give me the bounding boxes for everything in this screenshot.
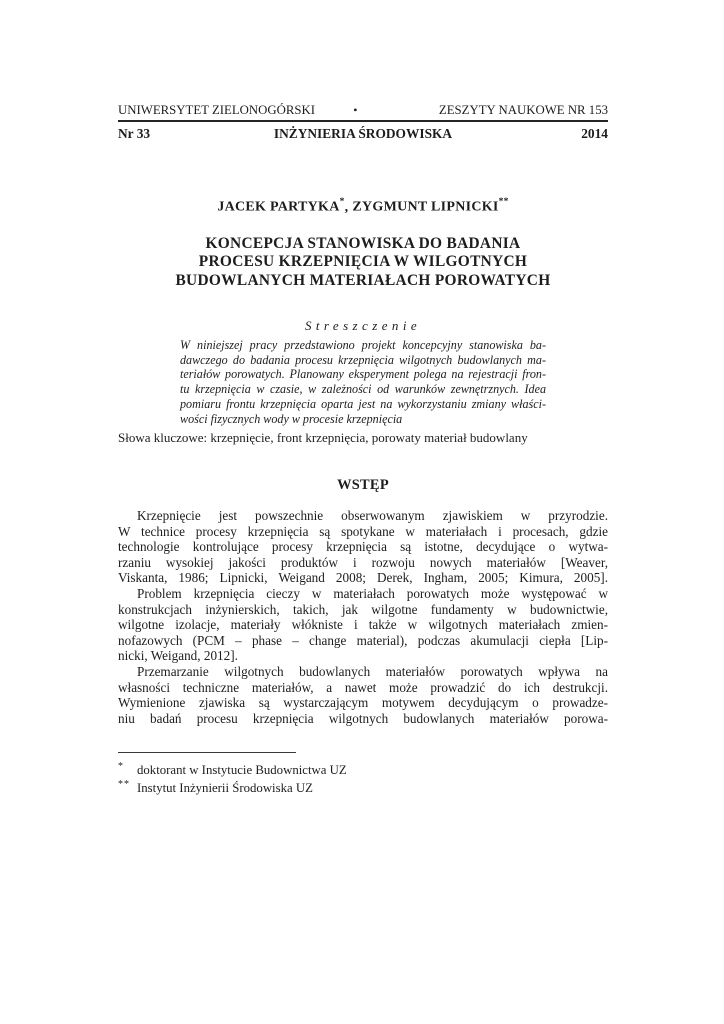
abstract-line: pomiaru frontu krzepnięcia oparta jest na wykorzystaniu zmiany właści- [180, 396, 546, 411]
journal-series-name: ZESZYTY NAUKOWE NR 153 [438, 103, 608, 117]
title-line: PROCESU KRZEPNIĘCIA W WILGOTNYCH [198, 253, 528, 271]
body-line: wilgotne izolacje, materiały włókniste i także w wilgotnych materiałach zmien- [118, 617, 608, 633]
header-row-top [118, 103, 608, 117]
footnotes-block [118, 761, 608, 797]
abstract-line: dawczego do badania procesu krzepnięcia wilgotnych budowlanych ma- [180, 352, 546, 367]
body-text [118, 508, 608, 726]
section-heading-wstep: WSTĘP [337, 477, 389, 493]
title-line: BUDOWLANYCH MATERIAŁACH POROWATYCH [175, 271, 551, 289]
footnote-text: Instytut Inżynierii Środowiska UZ [137, 781, 313, 795]
authors-line [118, 198, 608, 216]
series-title: INŻYNIERIA ŚRODOWISKA [273, 126, 453, 141]
journal-header [118, 103, 608, 141]
footnote-marker: ** [118, 779, 130, 790]
body-line: W technice procesy krzepnięcia są spotykane w materiałach i procesach, gdzie [118, 523, 608, 539]
body-line: własności techniczne materiałów, a nawet może prowadzić do ich destrukcji. [118, 679, 608, 695]
author-1-name: JACEK PARTYKA [217, 199, 340, 215]
paragraph [118, 586, 608, 664]
author-2-footnote-mark: ** [498, 197, 509, 207]
footnote-item [118, 761, 608, 779]
author-2-name: ZYGMUNT LIPNICKI [352, 199, 499, 215]
footnote-marker: * [118, 761, 124, 772]
body-line: rzaniu wysokiej jakości produktów i rozwoju nowych materiałów [Weaver, [118, 554, 608, 570]
abstract-heading: Streszczenie [304, 318, 422, 333]
footnote-rule [118, 752, 296, 753]
body-line: Przemarzanie wilgotnych budowlanych materiałów porowatych wpływa na [137, 663, 608, 679]
paragraph [118, 664, 608, 726]
header-row-bottom [118, 126, 608, 141]
abstract-text [180, 338, 546, 426]
university-name: UNIWERSYTET ZIELONOGÓRSKI [118, 103, 316, 117]
body-line: nicki, Weigand, 2012]. [118, 648, 238, 664]
body-line: konstrukcjach inżynierskich, takich, jak wilgotne fundamenty w budownictwie, [118, 601, 608, 617]
body-line: technologie kontrolujące procesy krzepnięcia są istotne, decydujące o wytwa- [118, 539, 608, 555]
abstract-line: W niniejszej pracy przedstawiono projekt koncepcyjny stanowiska ba- [180, 338, 546, 352]
publication-year: 2014 [581, 126, 608, 141]
body-line: nofazowych (PCM – phase – change material), podczas akumulacji ciepła [Lip- [118, 632, 608, 648]
author-1-footnote-mark: * [339, 197, 345, 207]
paper-title [118, 235, 608, 290]
body-line: Wymienione zjawiska są wystarczającym motywem decydującym o prowadze- [118, 695, 608, 711]
issue-number: Nr 33 [118, 126, 151, 141]
body-line: Problem krzepnięcia cieczy w materiałach porowatych może występować w [137, 585, 608, 601]
keywords-line: Słowa kluczowe: krzepnięcie, front krzepnięcia, porowaty materiał budowlany [118, 430, 528, 445]
footnote-item [118, 779, 608, 797]
abstract-line: teriałów porowatych. Planowany eksperyment polega na rejestracji fron- [180, 367, 546, 382]
authors-separator: , [344, 199, 349, 215]
body-line: Viskanta, 1986; Lipnicki, Weigand 2008; Derek, Ingham, 2005; Kimura, 2005]. [118, 570, 608, 586]
title-line: KONCEPCJA STANOWISKA DO BADANIA [205, 235, 521, 252]
abstract-line: tu krzepnięcia w czasie, w zależności od warunków zewnętrznych. Idea [180, 382, 546, 397]
header-bullet-separator: • [353, 103, 358, 117]
paragraph [118, 508, 608, 586]
footnote-text: doktorant w Instytucie Budownictwa UZ [137, 763, 347, 777]
body-line: Krzepnięcie jest powszechnie obserwowanym zjawiskiem w przyrodzie. [137, 508, 608, 523]
header-rule [118, 120, 608, 122]
body-line: niu badań procesu krzepnięcia wilgotnych budowlanych materiałów porowa- [118, 710, 608, 726]
abstract-line: wości fizycznych wody w procesie krzepnięcia [180, 411, 403, 426]
